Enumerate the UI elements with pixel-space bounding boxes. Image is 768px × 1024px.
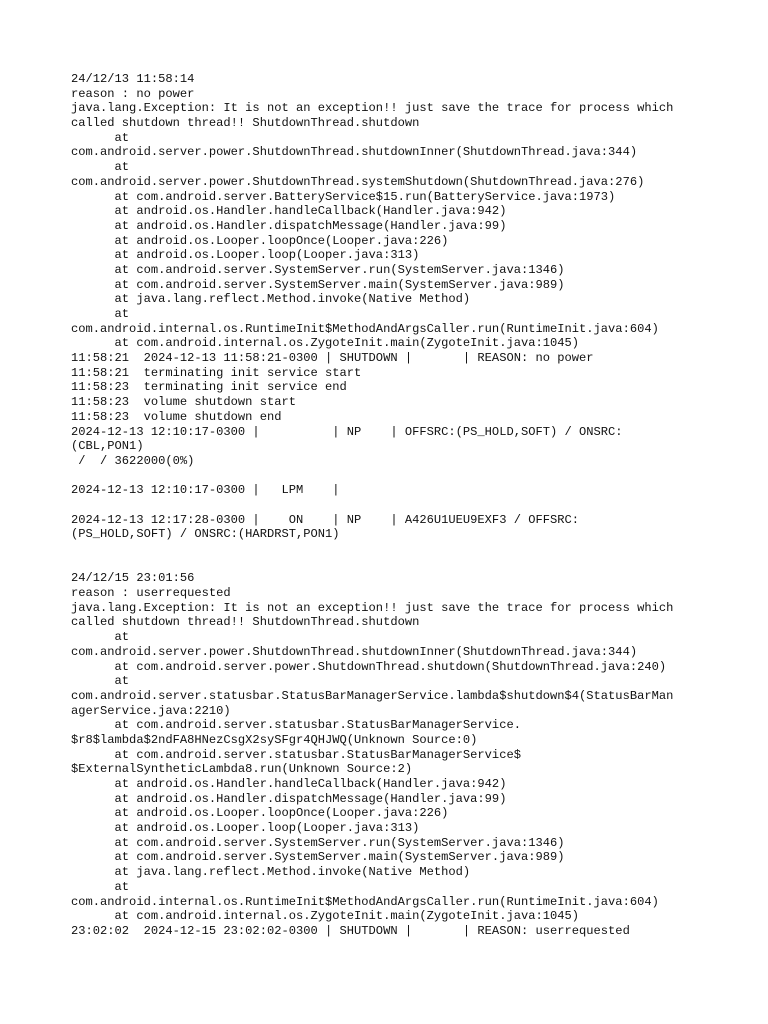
log-line: at android.os.Looper.loop(Looper.java:313) <box>71 821 420 836</box>
log-line: (CBL,PON1) <box>71 439 144 454</box>
log-line: 11:58:23 terminating init service end <box>71 380 347 395</box>
log-line: at <box>71 160 130 175</box>
log-line: com.android.server.statusbar.StatusBarManagerService.lambda$shutdown$4(StatusBarMan <box>71 688 674 703</box>
log-line: $ExternalSyntheticLambda8.run(Unknown Source:2) <box>71 762 413 777</box>
log-line: at android.os.Looper.loop(Looper.java:313) <box>71 248 420 263</box>
log-line <box>71 542 711 557</box>
log-line: at java.lang.reflect.Method.invoke(Native Method) <box>71 865 471 880</box>
log-line: (PS_HOLD,SOFT) / ONSRC:(HARDRST,PON1) <box>71 527 340 542</box>
log-line: at android.os.Handler.handleCallback(Handler.java:942) <box>71 204 507 219</box>
log-line: 24/12/15 23:01:56 <box>71 571 195 586</box>
log-line: java.lang.Exception: It is not an exception!! just save the trace for process which <box>71 101 674 116</box>
log-line: at java.lang.reflect.Method.invoke(Native Method) <box>71 292 471 307</box>
log-line: at com.android.server.statusbar.StatusBarManagerService. <box>71 718 521 733</box>
log-line: 11:58:23 volume shutdown start <box>71 395 296 410</box>
log-line: at android.os.Handler.handleCallback(Handler.java:942) <box>71 777 507 791</box>
log-line: called shutdown thread!! ShutdownThread.shutdown <box>71 615 420 630</box>
log-line: / / 3622000(0%) <box>71 453 195 468</box>
log-line: at com.android.internal.os.ZygoteInit.main(ZygoteInit.java:1045) <box>71 336 580 351</box>
log-line: at <box>71 630 130 645</box>
log-line: at com.android.internal.os.ZygoteInit.main(ZygoteInit.java:1045) <box>71 909 580 924</box>
log-line: at <box>71 307 130 321</box>
log-line: at <box>71 130 130 145</box>
log-line: at com.android.server.SystemServer.main(SystemServer.java:989) <box>71 850 565 865</box>
log-line: com.android.internal.os.RuntimeInit$MethodAndArgsCaller.run(RuntimeInit.java:604) <box>71 321 659 336</box>
log-line: 2024-12-13 12:10:17-0300 | LPM | <box>71 483 340 498</box>
log-line: at android.os.Handler.dispatchMessage(Handler.java:99) <box>71 791 507 806</box>
log-line: at <box>71 674 130 689</box>
log-line: at com.android.server.BatteryService$15.run(BatteryService.java:1973) <box>71 189 616 204</box>
log-line: com.android.server.power.ShutdownThread.shutdownInner(ShutdownThread.java:344) <box>71 145 638 160</box>
log-line: $r8$lambda$2ndFA8HNezCsgX2sySFgr4QHJWQ(Unknown Source:0) <box>71 732 478 747</box>
log-line: 2024-12-13 12:17:28-0300 | ON | NP | A426U1UEU9EXF3 / OFFSRC: <box>71 512 580 527</box>
log-line: 11:58:23 volume shutdown end <box>71 409 282 424</box>
log-line: at com.android.server.SystemServer.main(SystemServer.java:989) <box>71 277 565 292</box>
log-line: com.android.server.power.ShutdownThread.systemShutdown(ShutdownThread.java:276) <box>71 174 645 189</box>
log-document <box>71 72 711 939</box>
log-line: 11:58:21 2024-12-13 11:58:21-0300 | SHUTDOWN | | REASON: no power <box>71 351 594 366</box>
log-line: called shutdown thread!! ShutdownThread.shutdown <box>71 116 420 131</box>
log-line: 23:02:02 2024-12-15 23:02:02-0300 | SHUTDOWN | | REASON: userrequested <box>71 923 630 938</box>
log-line: com.android.internal.os.RuntimeInit$MethodAndArgsCaller.run(RuntimeInit.java:604) <box>71 894 659 909</box>
log-line: at com.android.server.statusbar.StatusBarManagerService$ <box>71 747 521 762</box>
log-line <box>71 498 711 513</box>
log-line: 2024-12-13 12:10:17-0300 | | NP | OFFSRC:(PS_HOLD,SOFT) / ONSRC: <box>71 424 623 439</box>
log-line <box>71 469 711 484</box>
log-line: at android.os.Handler.dispatchMessage(Handler.java:99) <box>71 218 507 233</box>
log-line: java.lang.Exception: It is not an exception!! just save the trace for process which <box>71 600 674 615</box>
log-line: 24/12/13 11:58:14 <box>71 72 195 86</box>
log-line: reason : no power <box>71 86 195 101</box>
log-line: at android.os.Looper.loopOnce(Looper.java:226) <box>71 233 449 248</box>
log-line <box>71 557 711 572</box>
log-line: agerService.java:2210) <box>71 703 231 718</box>
log-line: 11:58:21 terminating init service start <box>71 365 362 380</box>
log-line: reason : userrequested <box>71 586 231 601</box>
log-line: at com.android.server.SystemServer.run(SystemServer.java:1346) <box>71 262 565 277</box>
log-line: at com.android.server.SystemServer.run(SystemServer.java:1346) <box>71 835 565 850</box>
log-line: com.android.server.power.ShutdownThread.shutdownInner(ShutdownThread.java:344) <box>71 644 638 659</box>
log-line: at android.os.Looper.loopOnce(Looper.java:226) <box>71 806 449 821</box>
log-line: at <box>71 879 130 894</box>
log-line: at com.android.server.power.ShutdownThread.shutdown(ShutdownThread.java:240) <box>71 659 667 674</box>
